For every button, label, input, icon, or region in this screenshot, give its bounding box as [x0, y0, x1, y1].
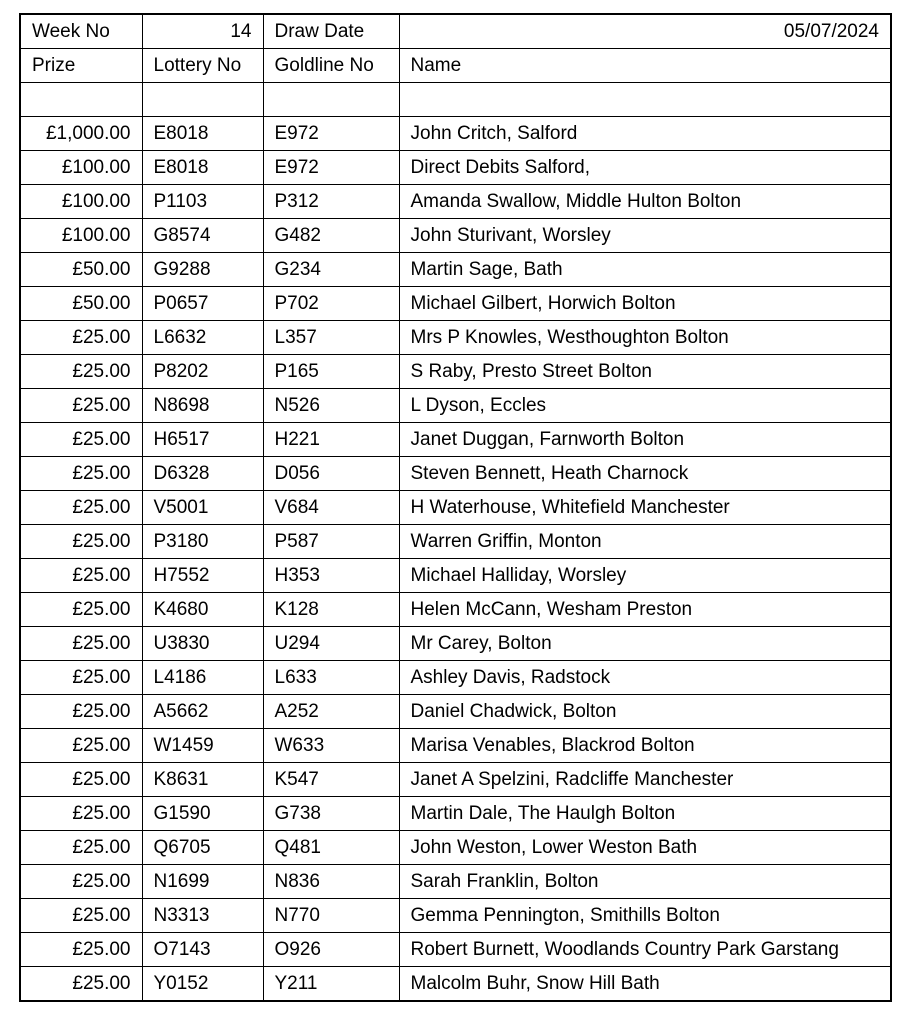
- goldline-no-cell: U294: [263, 627, 399, 661]
- lottery-no-cell: N8698: [142, 389, 263, 423]
- lottery-no-cell: D6328: [142, 457, 263, 491]
- goldline-no-cell: Y211: [263, 967, 399, 1002]
- goldline-no-cell: Q481: [263, 831, 399, 865]
- name-cell: Malcolm Buhr, Snow Hill Bath: [399, 967, 891, 1002]
- goldline-no-cell: L633: [263, 661, 399, 695]
- name-cell: Warren Griffin, Monton: [399, 525, 891, 559]
- lottery-no-cell: H6517: [142, 423, 263, 457]
- name-cell: Michael Gilbert, Horwich Bolton: [399, 287, 891, 321]
- lottery-no-cell: A5662: [142, 695, 263, 729]
- prize-cell: £25.00: [20, 389, 142, 423]
- week-value: 14: [142, 14, 263, 49]
- table-row: [20, 593, 891, 627]
- name-cell: John Sturivant, Worsley: [399, 219, 891, 253]
- lottery-no-cell: G1590: [142, 797, 263, 831]
- goldline-no-cell: N770: [263, 899, 399, 933]
- lottery-no-cell: W1459: [142, 729, 263, 763]
- table-row: [20, 525, 891, 559]
- goldline-no-cell: H221: [263, 423, 399, 457]
- lottery-no-cell: L4186: [142, 661, 263, 695]
- goldline-no-cell: K128: [263, 593, 399, 627]
- table-row: [20, 933, 891, 967]
- table-row: [20, 321, 891, 355]
- name-cell: Ashley Davis, Radstock: [399, 661, 891, 695]
- name-cell: Steven Bennett, Heath Charnock: [399, 457, 891, 491]
- prize-cell: £1,000.00: [20, 117, 142, 151]
- name-cell: S Raby, Presto Street Bolton: [399, 355, 891, 389]
- prize-cell: £25.00: [20, 661, 142, 695]
- table-row: [20, 831, 891, 865]
- prize-cell: £25.00: [20, 457, 142, 491]
- prize-cell: £25.00: [20, 967, 142, 1002]
- prize-cell: £25.00: [20, 763, 142, 797]
- goldline-no-cell: G738: [263, 797, 399, 831]
- prize-cell: £25.00: [20, 593, 142, 627]
- table-row: [20, 661, 891, 695]
- lottery-no-cell: V5001: [142, 491, 263, 525]
- column-header-lottery-no: Lottery No: [142, 49, 263, 83]
- prize-cell: £25.00: [20, 729, 142, 763]
- name-cell: Helen McCann, Wesham Preston: [399, 593, 891, 627]
- goldline-no-cell: D056: [263, 457, 399, 491]
- lottery-no-cell: K4680: [142, 593, 263, 627]
- table-row: [20, 491, 891, 525]
- table-row: [20, 899, 891, 933]
- prize-cell: £25.00: [20, 525, 142, 559]
- name-cell: John Weston, Lower Weston Bath: [399, 831, 891, 865]
- table-row: [20, 151, 891, 185]
- prize-cell: £25.00: [20, 423, 142, 457]
- blank-cell: [399, 83, 891, 117]
- name-cell: Gemma Pennington, Smithills Bolton: [399, 899, 891, 933]
- table-row: [20, 695, 891, 729]
- goldline-no-cell: V684: [263, 491, 399, 525]
- week-label: Week No: [20, 14, 142, 49]
- lottery-no-cell: Y0152: [142, 967, 263, 1002]
- goldline-no-cell: G482: [263, 219, 399, 253]
- name-cell: Michael Halliday, Worsley: [399, 559, 891, 593]
- lottery-no-cell: Q6705: [142, 831, 263, 865]
- prize-cell: £25.00: [20, 491, 142, 525]
- lottery-no-cell: E8018: [142, 117, 263, 151]
- lottery-no-cell: P1103: [142, 185, 263, 219]
- prize-cell: £25.00: [20, 627, 142, 661]
- prize-cell: £25.00: [20, 695, 142, 729]
- lottery-no-cell: L6632: [142, 321, 263, 355]
- table-row: [20, 559, 891, 593]
- name-cell: Janet A Spelzini, Radcliffe Manchester: [399, 763, 891, 797]
- lottery-no-cell: K8631: [142, 763, 263, 797]
- name-cell: Amanda Swallow, Middle Hulton Bolton: [399, 185, 891, 219]
- prize-cell: £25.00: [20, 831, 142, 865]
- goldline-no-cell: P587: [263, 525, 399, 559]
- table-row: [20, 797, 891, 831]
- blank-row: [20, 83, 891, 117]
- header-row-week: [20, 14, 891, 49]
- goldline-no-cell: G234: [263, 253, 399, 287]
- prize-cell: £100.00: [20, 219, 142, 253]
- column-header-name: Name: [399, 49, 891, 83]
- table-row: [20, 729, 891, 763]
- goldline-no-cell: K547: [263, 763, 399, 797]
- name-cell: Marisa Venables, Blackrod Bolton: [399, 729, 891, 763]
- table-row: [20, 117, 891, 151]
- name-cell: Martin Sage, Bath: [399, 253, 891, 287]
- lottery-no-cell: N3313: [142, 899, 263, 933]
- goldline-no-cell: E972: [263, 151, 399, 185]
- table-row: [20, 185, 891, 219]
- prize-cell: £100.00: [20, 151, 142, 185]
- table-row: [20, 389, 891, 423]
- goldline-no-cell: H353: [263, 559, 399, 593]
- table-row: [20, 287, 891, 321]
- lottery-no-cell: G9288: [142, 253, 263, 287]
- draw-date-value: 05/07/2024: [399, 14, 891, 49]
- table-row: [20, 763, 891, 797]
- lottery-no-cell: P8202: [142, 355, 263, 389]
- table-row: [20, 423, 891, 457]
- lottery-no-cell: P3180: [142, 525, 263, 559]
- name-cell: H Waterhouse, Whitefield Manchester: [399, 491, 891, 525]
- table-row: [20, 627, 891, 661]
- blank-cell: [142, 83, 263, 117]
- lottery-no-cell: H7552: [142, 559, 263, 593]
- name-cell: Mr Carey, Bolton: [399, 627, 891, 661]
- results-table: [19, 13, 892, 1002]
- column-header-goldline-no: Goldline No: [263, 49, 399, 83]
- table-row: [20, 865, 891, 899]
- name-cell: Robert Burnett, Woodlands Country Park Garstang: [399, 933, 891, 967]
- column-header-row: [20, 49, 891, 83]
- prize-cell: £25.00: [20, 355, 142, 389]
- lottery-no-cell: G8574: [142, 219, 263, 253]
- lottery-no-cell: E8018: [142, 151, 263, 185]
- table-row: [20, 457, 891, 491]
- goldline-no-cell: A252: [263, 695, 399, 729]
- prize-cell: £25.00: [20, 797, 142, 831]
- prize-cell: £25.00: [20, 933, 142, 967]
- table-row: [20, 967, 891, 1002]
- prize-cell: £100.00: [20, 185, 142, 219]
- goldline-no-cell: L357: [263, 321, 399, 355]
- name-cell: John Critch, Salford: [399, 117, 891, 151]
- lottery-no-cell: P0657: [142, 287, 263, 321]
- blank-cell: [20, 83, 142, 117]
- prize-cell: £25.00: [20, 559, 142, 593]
- prize-cell: £25.00: [20, 899, 142, 933]
- prize-cell: £50.00: [20, 287, 142, 321]
- name-cell: Direct Debits Salford,: [399, 151, 891, 185]
- prize-cell: £50.00: [20, 253, 142, 287]
- name-cell: Martin Dale, The Haulgh Bolton: [399, 797, 891, 831]
- prize-cell: £25.00: [20, 321, 142, 355]
- goldline-no-cell: O926: [263, 933, 399, 967]
- lottery-no-cell: U3830: [142, 627, 263, 661]
- lottery-no-cell: N1699: [142, 865, 263, 899]
- table-row: [20, 219, 891, 253]
- results-body: [20, 14, 891, 1001]
- name-cell: Daniel Chadwick, Bolton: [399, 695, 891, 729]
- column-header-prize: Prize: [20, 49, 142, 83]
- table-row: [20, 253, 891, 287]
- goldline-no-cell: P165: [263, 355, 399, 389]
- name-cell: Sarah Franklin, Bolton: [399, 865, 891, 899]
- draw-date-label: Draw Date: [263, 14, 399, 49]
- table-row: [20, 355, 891, 389]
- goldline-no-cell: W633: [263, 729, 399, 763]
- goldline-no-cell: P312: [263, 185, 399, 219]
- name-cell: Mrs P Knowles, Westhoughton Bolton: [399, 321, 891, 355]
- goldline-no-cell: N526: [263, 389, 399, 423]
- goldline-no-cell: P702: [263, 287, 399, 321]
- lottery-no-cell: O7143: [142, 933, 263, 967]
- blank-cell: [263, 83, 399, 117]
- name-cell: L Dyson, Eccles: [399, 389, 891, 423]
- goldline-no-cell: N836: [263, 865, 399, 899]
- goldline-no-cell: E972: [263, 117, 399, 151]
- name-cell: Janet Duggan, Farnworth Bolton: [399, 423, 891, 457]
- prize-cell: £25.00: [20, 865, 142, 899]
